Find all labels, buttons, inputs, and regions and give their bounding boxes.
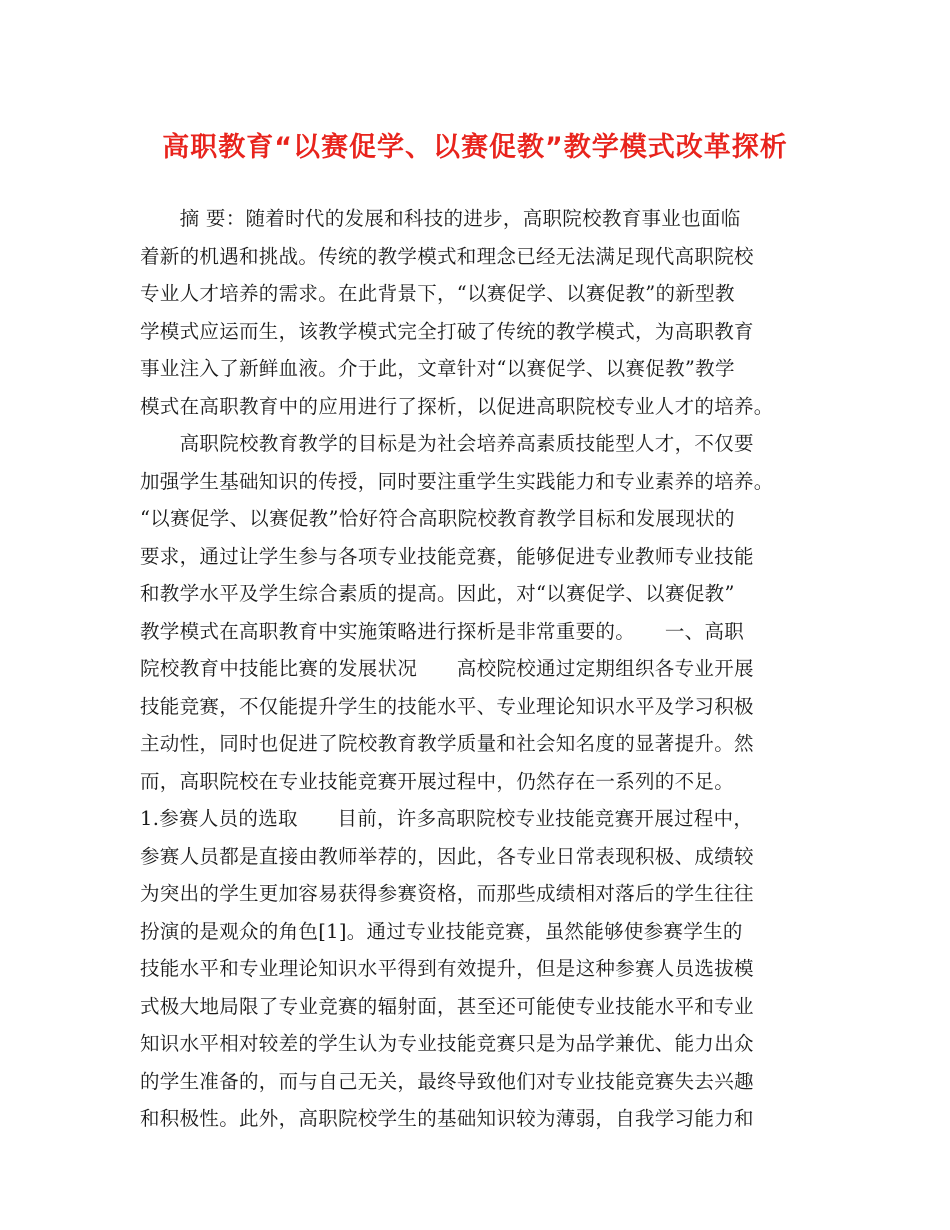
- body-text-line: 事业注入了新鲜血液。介于此，文章针对“以赛促学、以赛促教”教学: [140, 357, 735, 380]
- body-text-line: 加强学生基础知识的传授，同时要注重学生实践能力和专业素养的培养。: [140, 469, 774, 493]
- body-text-line: 式极大地局限了专业竞赛的辐射面，甚至还可能使专业技能水平和专业: [140, 994, 754, 1018]
- body-text-line: 的学生准备的，而与自己无关，最终导致他们对专业技能竞赛失去兴趣: [140, 1069, 754, 1093]
- body-text-line: 参赛人员都是直接由教师举荐的，因此，各专业日常表现积极、成绩较: [140, 844, 754, 868]
- body-text-line: 摘 要：随着时代的发展和科技的进步，高职院校教育事业也面临: [140, 207, 741, 230]
- body-text-line: 要求，通过让学生参与各项专业技能竞赛，能够促进专业教师专业技能: [140, 544, 754, 568]
- body-text-line: 技能水平和专业理论知识水平得到有效提升，但是这种参赛人员选拔模: [140, 957, 754, 980]
- body-text-line: 模式在高职教育中的应用进行了探析，以促进高职院校专业人才的培养。: [140, 394, 774, 418]
- body-text-line: 技能竞赛，不仅能提升学生的技能水平、专业理论知识水平及学习积极: [140, 694, 754, 718]
- body-text-line: 高职院校教育教学的目标是为社会培养高素质技能型人才，不仅要: [140, 432, 754, 455]
- body-text-line: 主动性，同时也促进了院校教育教学质量和社会知名度的显著提升。然: [140, 732, 754, 755]
- body-text-line: 学模式应运而生，该教学模式完全打破了传统的教学模式，为高职教育: [140, 319, 754, 343]
- document-body: [140, 200, 830, 1138]
- body-text-line: 教学模式在高职教育中实施策略进行探析是非常重要的。 一、高职: [140, 619, 745, 643]
- document-title: 高职教育“以赛促学、以赛促教”教学模式改革探析: [162, 132, 788, 163]
- body-text-line: 为突出的学生更加容易获得参赛资格，而那些成绩相对落后的学生往往: [140, 882, 754, 905]
- body-text-line: 着新的机遇和挑战。传统的教学模式和理念已经无法满足现代高职院校: [140, 244, 754, 268]
- body-text-line: 院校教育中技能比赛的发展状况 高校院校通过定期组织各专业开展: [140, 657, 754, 680]
- body-text-line: 扮演的是观众的角色[1]。通过专业技能竞赛，虽然能够使参赛学生的: [140, 919, 743, 943]
- body-text-line: 知识水平相对较差的学生认为专业技能竞赛只是为品学兼优、能力出众: [140, 1032, 754, 1055]
- body-text-line: 和积极性。此外，高职院校学生的基础知识较为薄弱，自我学习能力和: [140, 1107, 754, 1130]
- body-text-line: 和教学水平及学生综合素质的提高。因此，对“以赛促学、以赛促教”: [140, 582, 735, 605]
- body-text-line: 而，高职院校在专业技能竞赛开展过程中，仍然存在一系列的不足。: [140, 769, 735, 793]
- body-text-line: 1.参赛人员的选取 目前，许多高职院校专业技能竞赛开展过程中，: [140, 807, 754, 830]
- body-text-line: “以赛促学、以赛促教”恰好符合高职院校教育教学目标和发展现状的: [140, 507, 735, 530]
- body-text-line: 专业人才培养的需求。在此背景下，“以赛促学、以赛促教”的新型教: [140, 282, 735, 305]
